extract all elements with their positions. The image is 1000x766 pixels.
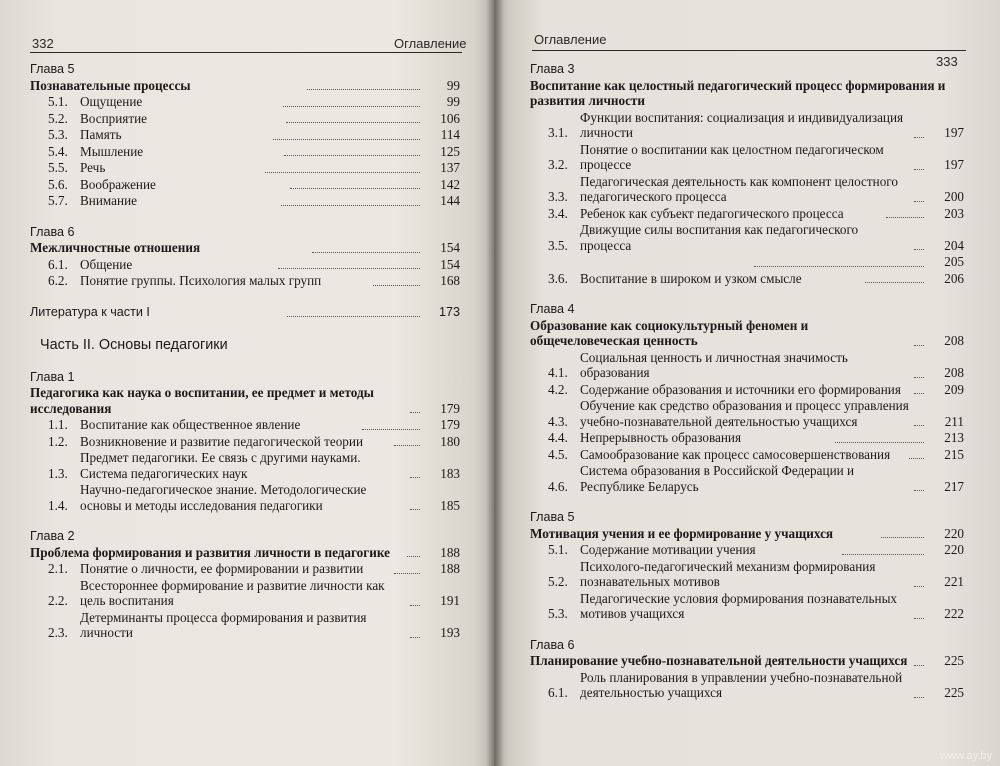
- entry-page: 204: [944, 237, 964, 253]
- dot-leader: [281, 205, 421, 206]
- toc-entry: [530, 382, 964, 398]
- entry-number: 4.6.: [548, 478, 568, 494]
- toc-entry: [30, 257, 460, 273]
- watermark: www.ay.by: [940, 750, 992, 762]
- entry-title: Движущие силы воспитания как педагогического процесса: [580, 222, 859, 253]
- toc-entry: [530, 271, 964, 287]
- toc-entry: [530, 447, 964, 463]
- entry-page: 217: [944, 478, 964, 494]
- dot-leader: [287, 316, 420, 317]
- dot-leader: [914, 201, 924, 202]
- entry-title: Понятие о воспитании как целостном педагогическом процессе: [580, 141, 884, 172]
- dot-leader: [914, 169, 924, 170]
- toc-entry: [30, 160, 460, 176]
- entry-title: Мышление: [80, 143, 144, 159]
- entry-title: Самообразование как процесс самосовершенствования: [580, 446, 891, 462]
- entry-title: Научно-педагогическое знание. Методологические основы и методы исследования педагогики: [80, 482, 367, 513]
- chapter-page: 154: [440, 240, 461, 255]
- entry-number: 5.7.: [48, 193, 68, 208]
- entry-number: 1.4.: [48, 497, 68, 513]
- entry-number: 5.5.: [48, 160, 68, 175]
- dot-leader: [410, 605, 420, 606]
- toc-entry: [30, 610, 460, 641]
- right-header-rule: [532, 50, 966, 51]
- entry-title: Ребенок как субъект педагогического процесса: [580, 205, 844, 221]
- dot-leader: [410, 477, 420, 478]
- entry-page: 183: [440, 465, 460, 481]
- dot-leader: [273, 139, 420, 140]
- entry-title: Психолого-педагогический механизм формирования познавательных мотивов: [580, 558, 876, 589]
- dot-leader: [410, 637, 420, 638]
- toc-entry: [30, 193, 460, 209]
- entry-title: Содержание образования и источники его формирования: [580, 381, 901, 397]
- entry-page: 211: [944, 413, 964, 429]
- chapter-page: 208: [944, 333, 964, 348]
- chapter-page: 188: [440, 544, 460, 560]
- entry-title: Непрерывность образования: [580, 430, 742, 445]
- entry-page: 206: [944, 270, 965, 286]
- entry-page: 179: [440, 417, 461, 432]
- right-page-number: 333: [936, 54, 958, 69]
- chapter-title: Проблема формирования и развития личности в педагогике: [30, 544, 390, 560]
- part-heading: Часть II. Основы педагогики: [40, 337, 228, 353]
- chapter-label: Глава 4: [530, 302, 575, 316]
- entry-title: Возникновение и развитие педагогической теории: [80, 433, 364, 449]
- entry-page: 99: [446, 94, 460, 109]
- chapter-title-row: [530, 78, 964, 109]
- toc-entry: [530, 559, 964, 590]
- entry-number: 4.4.: [548, 430, 568, 445]
- literature-title: Литература к части I: [30, 304, 150, 319]
- entry-page: 209: [944, 381, 964, 397]
- entry-title: Система образования в Российской Федерации и Республике Беларусь: [580, 463, 855, 494]
- dot-leader: [914, 490, 924, 491]
- entry-page: 114: [440, 127, 461, 142]
- chapter-label: Глава 3: [530, 62, 575, 76]
- left-running-head: Оглавление: [394, 36, 467, 51]
- entry-page: 222: [944, 606, 964, 621]
- chapter-title-row: [530, 526, 964, 542]
- toc-entry: [30, 450, 460, 481]
- entry-number: 5.6.: [48, 176, 68, 192]
- dot-leader: [407, 556, 420, 557]
- chapter-label: Глава 5: [30, 62, 75, 76]
- toc-entry: [30, 94, 460, 110]
- entry-page: 142: [440, 176, 460, 192]
- dot-leader: [914, 377, 924, 378]
- dot-leader: [914, 665, 924, 666]
- toc-entry: [530, 142, 964, 173]
- toc-entry: [530, 110, 964, 141]
- chapter-label: Глава 5: [530, 510, 575, 524]
- entry-page: 185: [440, 497, 460, 513]
- entry-number: 5.2.: [548, 574, 568, 589]
- entry-number: 5.1.: [548, 542, 568, 557]
- entry-page: 225: [944, 685, 964, 700]
- entry-number: 3.5.: [548, 237, 568, 253]
- dot-leader: [754, 266, 924, 267]
- entry-page: 125: [440, 143, 460, 159]
- right-running-head: Оглавление: [534, 32, 607, 47]
- entry-number: 3.3.: [548, 189, 568, 204]
- entry-number: 2.1.: [48, 561, 68, 576]
- toc-entry: [530, 591, 964, 622]
- entry-number: 5.2.: [48, 110, 68, 126]
- dot-leader: [914, 249, 924, 250]
- chapter-title-row: [530, 653, 964, 669]
- entry-title: Память: [80, 127, 122, 142]
- toc-entry: [30, 144, 460, 160]
- entry-page: 213: [944, 430, 965, 445]
- entry-title: Восприятие: [80, 110, 148, 126]
- entry-page: 188: [440, 561, 461, 576]
- entry-title: Содержание мотивации учения: [580, 542, 756, 557]
- entry-number: 3.4.: [548, 205, 568, 221]
- dot-leader: [842, 554, 924, 555]
- chapter-label: Глава 1: [30, 369, 75, 384]
- entry-title: Роль планирования в управлении учебно-познавательной деятельностью учащихся: [580, 669, 903, 700]
- dot-leader: [410, 509, 420, 510]
- entry-title: Воспитание в широком и узком смысле: [580, 270, 802, 286]
- entry-number: 6.1.: [48, 256, 68, 272]
- entry-title: Ощущение: [80, 94, 143, 109]
- entry-number: 3.6.: [548, 270, 568, 286]
- entry-page: 106: [440, 110, 460, 126]
- entry-page: 180: [440, 433, 461, 449]
- entry-number: 2.3.: [48, 625, 68, 640]
- dot-leader: [835, 442, 924, 443]
- entry-number: 4.2.: [548, 381, 568, 397]
- entry-title: Функции воспитания: социализация и индивидуализация личности: [580, 109, 904, 140]
- entry-page: 200: [944, 189, 964, 204]
- dot-leader: [278, 268, 420, 269]
- dot-leader: [881, 537, 924, 538]
- entry-number: 1.1.: [48, 417, 68, 432]
- dot-leader: [394, 573, 420, 574]
- dot-leader: [373, 285, 420, 286]
- entry-number: 5.3.: [48, 127, 68, 142]
- dot-leader: [914, 586, 924, 587]
- dot-leader: [909, 458, 924, 459]
- dot-leader: [410, 412, 420, 413]
- entry-number: 1.3.: [48, 465, 68, 481]
- dot-leader: [914, 618, 924, 619]
- entry-title: Педагогические условия формирования познавательных мотивов учащихся: [580, 590, 898, 621]
- dot-leader: [284, 155, 420, 156]
- chapter-title-row: [530, 318, 964, 349]
- entry-page: 203: [944, 205, 964, 221]
- entry-page: 220: [944, 542, 964, 557]
- toc-entry: [530, 206, 964, 222]
- dot-leader: [914, 393, 924, 394]
- entry-title: Воображение: [80, 176, 156, 192]
- chapter-title: Образование как социокультурный феномен и общечеловеческая ценность: [530, 317, 809, 348]
- right-page: [494, 0, 1000, 766]
- toc-entry: [530, 350, 964, 381]
- entry-title: Понятие группы. Психология малых групп: [80, 273, 322, 288]
- entry-page: 215: [944, 446, 965, 462]
- entry-title: Общение: [80, 256, 133, 272]
- entry-page: 168: [440, 273, 460, 288]
- dot-leader: [886, 217, 924, 218]
- entry-title: Социальная ценность и личностная значимость образования: [580, 349, 848, 380]
- chapter-title: Воспитание как целостный педагогический процесс формирования и развития личности: [530, 77, 946, 108]
- entry-page: 221: [944, 574, 964, 589]
- toc-entry: [530, 542, 964, 558]
- entry-title: Понятие о личности, ее формировании и развитии: [80, 561, 364, 576]
- entry-number: 4.3.: [548, 413, 568, 429]
- chapter-page: 225: [944, 653, 964, 668]
- entry-number: 3.1.: [548, 125, 568, 140]
- toc-entry: [530, 463, 964, 494]
- toc-entry: [530, 398, 964, 429]
- toc-entry: [530, 254, 964, 270]
- dot-leader: [362, 429, 420, 430]
- toc-entry: [30, 127, 460, 143]
- chapter-title: Планирование учебно-познавательной деятельности учащихся: [530, 653, 908, 668]
- left-page: [0, 0, 494, 766]
- entry-number: 6.2.: [48, 273, 68, 288]
- chapter-page: 179: [440, 400, 460, 416]
- literature-page: 173: [438, 304, 460, 319]
- entry-page: 144: [440, 193, 460, 208]
- dot-leader: [312, 252, 420, 253]
- entry-page: 197: [944, 125, 964, 140]
- chapter-title: Педагогика как наука о воспитании, ее предмет и методы исследования: [30, 385, 374, 416]
- entry-number: 4.1.: [548, 365, 568, 380]
- entry-page: 205: [944, 254, 964, 269]
- chapter-title-row: [30, 385, 460, 416]
- entry-title: Воспитание как общественное явление: [80, 417, 301, 432]
- chapter-page: 220: [944, 525, 965, 541]
- toc-entry: [30, 111, 460, 127]
- entry-page: 193: [440, 625, 460, 640]
- entry-page: 208: [944, 365, 964, 380]
- dot-leader: [914, 425, 924, 426]
- chapter-title: Познавательные процессы: [30, 77, 191, 93]
- entry-title: Детерминанты процесса формирования и развития личности: [80, 609, 367, 640]
- entry-title: Всестороннее формирование и развитие личности как цель воспитания: [80, 577, 385, 608]
- right-toc: [530, 62, 964, 701]
- toc-entry: [530, 430, 964, 446]
- toc-entry: [530, 174, 964, 205]
- entry-page: 154: [440, 256, 460, 272]
- left-page-number: 332: [32, 36, 54, 51]
- chapter-title: Мотивация учения и ее формирование у учащихся: [530, 525, 834, 541]
- book-gutter: [486, 0, 504, 766]
- chapter-title: Межличностные отношения: [30, 240, 201, 255]
- chapter-title-row: [30, 545, 460, 561]
- dot-leader: [914, 697, 924, 698]
- left-toc: [30, 62, 460, 641]
- dot-leader: [865, 282, 924, 283]
- entry-number: 4.5.: [548, 446, 568, 462]
- toc-entry: [30, 273, 460, 289]
- dot-leader: [265, 172, 420, 173]
- entry-number: 2.2.: [48, 593, 68, 608]
- dot-leader: [286, 122, 420, 123]
- toc-entry: [30, 434, 460, 450]
- toc-entry: [30, 561, 460, 577]
- entry-number: 3.2.: [548, 157, 568, 172]
- entry-title: Педагогическая деятельность как компонент целостного педагогического процесса: [580, 173, 898, 204]
- entry-title: Внимание: [80, 193, 137, 208]
- chapter-page: 99: [446, 77, 461, 93]
- entry-number: 5.4.: [48, 143, 68, 159]
- entry-title: Предмет педагогики. Ее связь с другими науками. Система педагогических наук: [80, 450, 361, 481]
- left-header-rule: [30, 52, 462, 53]
- dot-leader: [307, 89, 420, 90]
- chapter-title-row: [30, 78, 460, 94]
- entry-title: Речь: [80, 160, 106, 175]
- dot-leader: [394, 445, 421, 446]
- entry-number: 5.3.: [548, 606, 568, 621]
- literature-entry: [30, 305, 460, 321]
- toc-entry: [30, 177, 460, 193]
- toc-entry: [30, 482, 460, 513]
- chapter-label: Глава 2: [30, 529, 75, 543]
- entry-page: 137: [440, 160, 460, 175]
- chapter-title-row: [30, 240, 460, 256]
- chapter-label: Глава 6: [530, 637, 575, 652]
- toc-entry: [530, 670, 964, 701]
- toc-entry: [30, 578, 460, 609]
- toc-entry: [530, 222, 964, 253]
- entry-title: Обучение как средство образования и процесс управления учебно-познавательной деятельностью учащихся: [580, 398, 909, 429]
- chapter-label: Глава 6: [30, 224, 75, 239]
- toc-entry: [30, 417, 460, 433]
- dot-leader: [290, 188, 420, 189]
- entry-number: 1.2.: [48, 433, 68, 449]
- dot-leader: [914, 345, 924, 346]
- dot-leader: [914, 137, 924, 138]
- entry-page: 191: [440, 593, 460, 608]
- entry-number: 5.1.: [48, 94, 68, 109]
- dot-leader: [283, 106, 420, 107]
- entry-page: 197: [944, 157, 964, 172]
- entry-number: 6.1.: [548, 685, 568, 700]
